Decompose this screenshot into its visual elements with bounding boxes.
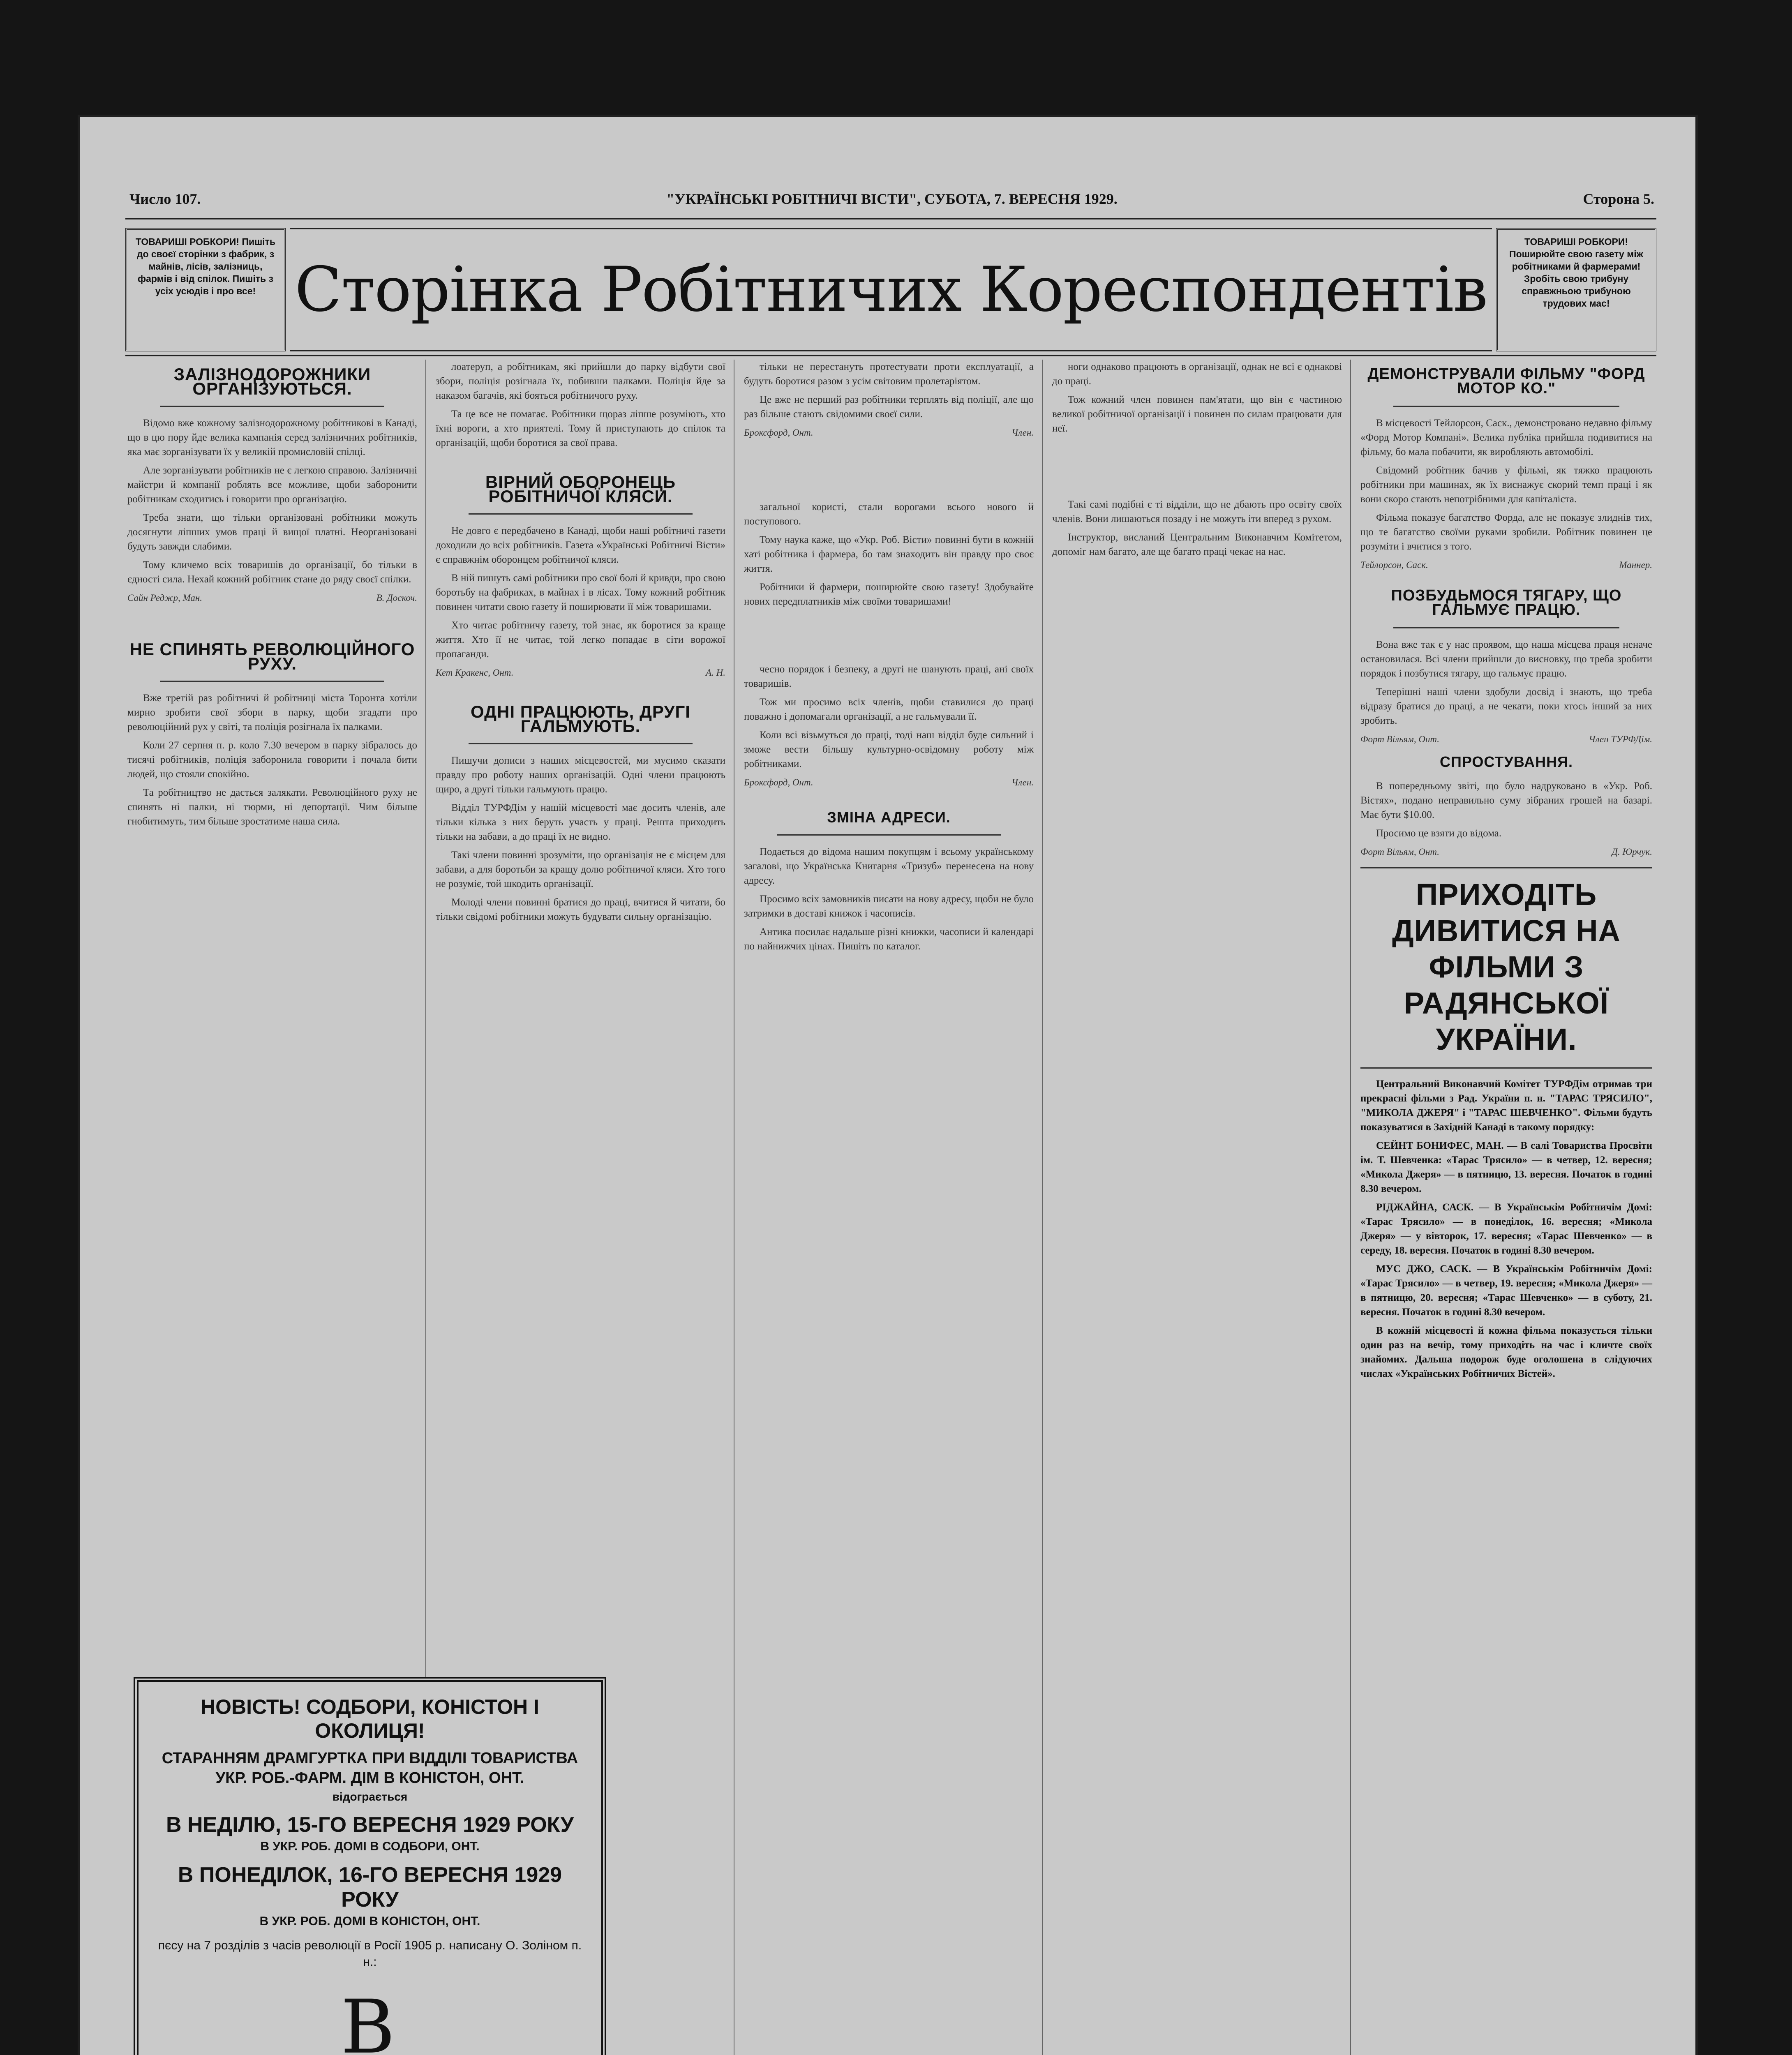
article-paragraph: Антика посилає надальше різні книжки, часописи й календарі по найнижчих цінах. Пишіть по каталог. [744, 926, 1034, 952]
ad-venue-2: В УКР. РОБ. ДОМІ В КОНІСТОН, ОНТ. [259, 1914, 480, 1928]
ad-play-description: пєсу на 7 розділів з часів революції в Росії 1905 р. написану О. Золіном п. н.: [158, 1939, 582, 1969]
film-announcement-headline: ПРИХОДІТЬ ДИВИТИСЯ НА ФІЛЬМИ З РАДЯНСЬКОЇ УКРАЇНИ. [1392, 877, 1621, 1056]
announcement-paragraph: СЕЙНТ БОНИФЕС, МАН. — В салі Товариства Просвіти ім. Т. Шевченка: «Тарас Трясило» — в четвер, 12. вересня; «Микола Джеря» — в пятницю, 13. вересня. Початок в годині 8.30 вечером. [1360, 1140, 1652, 1194]
ad-headline: НОВІСТЬ! СОДБОРИ, КОНІСТОН І ОКОЛИЦЯ! [201, 1695, 539, 1742]
article-paragraph: Свідомий робітник бачив у фільмі, як тяжко працюють робітники при машинах, як їх виснажує скорий темп праці і як вони скоро стають непотрібними для капіталіста. [1360, 465, 1652, 505]
column-divider [1350, 360, 1351, 2055]
headline-rule [1393, 627, 1619, 628]
article-signature [1360, 732, 1652, 746]
article-signature [1360, 558, 1652, 572]
headline-rule [160, 406, 384, 407]
announcement-paragraph: РІДЖАЙНА, САСК. — В Українськім Робітничім Домі: «Тарас Трясило» — в понеділок, 16. вересня; «Микола Джеря» — у вівторок, 17. вересня; «Тарас Шевченко» — в середу, 18. вересня. Початок в годині 8.30 вечером. [1360, 1202, 1652, 1256]
signature-place: Тейлорсон, Саск. [1360, 560, 1428, 570]
signature-place: Броксфорд, Онт. [744, 777, 813, 787]
article-paragraph: Хто читає робітничу газету, той знає, як боротися за краще життя. Хто її не читає, той легко попадає в сіти ворожої пропаганди. [436, 620, 725, 660]
column-1 [127, 360, 417, 833]
article-signature [744, 425, 1034, 440]
article-headline: СПРОСТУВАННЯ. [1440, 753, 1573, 770]
article-paragraph: Але зорганізувати робітників не є легкою справою. Залізничні майстри й компанії роблять все можливе, щоби заборонити робітникам сходитись і говорити про організацію. [127, 465, 417, 505]
issue-number: Число 107. [129, 191, 201, 207]
masthead-rule [125, 355, 1656, 356]
article-paragraph: Тож кожний член повинен пам'ятати, що він є частиною великої робітничої організації і повинен по силам працювати для неї. [1052, 394, 1342, 434]
article-paragraph: Вже третій раз робітничі й робітниці міста Торонта хотіли мирно зробити свої збори в парку, щоби згадати про революційний рух у світі, та поліція розігнала їх палками. [127, 693, 417, 732]
right-appeal-box: ТОВАРИШІ РОБКОРИ! Поширюйте свою газету між робітниками й фармерами! Зробіть свою трибуну справжньою трибуною трудових мас! [1496, 228, 1656, 351]
article-headline: ДЕМОНСТРУВАЛИ ФІЛЬМУ "ФОРД МОТОР КО." [1367, 365, 1645, 397]
article-paragraph: Вона вже так є у нас проявом, що наша місцева праця неначе остановилася. Всі члени прийшли до висновку, що треба зробити порядок і позбутися тягару, що гальмує працю. [1360, 639, 1652, 679]
headline-rule [777, 834, 1001, 836]
article-paragraph: В попередньому звіті, що було надруковано в «Укр. Роб. Вістях», подано неправильно суму зібраних грошей на базарі. Має бути $10.00. [1360, 780, 1652, 820]
signature-place: Сайн Реджр, Ман. [127, 593, 203, 603]
ad-date-2: В ПОНЕДІЛОК, 16-ГО ВЕРЕСНЯ 1929 РОКУ [178, 1863, 562, 1912]
headline-rule [1393, 406, 1619, 407]
signature-place: Форт Вільям, Онт. [1360, 847, 1440, 857]
top-rule [125, 218, 1656, 219]
column-3 [744, 360, 1034, 958]
article-paragraph: Робітники й фармери, поширюйте свою газету! Здобувайте нових передплатників між своїми товаришами! [744, 582, 1034, 607]
announcement-paragraph: В кожній місцевості й кожна фільма показується тільки один раз на вечір, тому приходіть на час і кличте своїх знайомих. Дальша подорож буде оголошена в слідуючих числах «Українських Робітничих Вістей». [1360, 1325, 1652, 1379]
ad-subline: відограється [332, 1790, 408, 1803]
article-paragraph: Молоді члени повинні братися до праці, вчитися й читати, бо тільки свідомі робітники можуть будувати сильну організацію. [436, 897, 725, 922]
signature-place: Броксфорд, Онт. [744, 427, 813, 438]
left-appeal-box: ТОВАРИШІ РОБКОРИ! Пишіть до своєї сторінки з фабрик, з майнів, лісів, залізниць, фармів і від спілок. Пишіть з усіх усюдів і про все! [125, 228, 286, 351]
article-paragraph: Коли 27 серпня п. р. коло 7.30 вечером в парку зібралось до тисячі робітників, поліція заборонила говорити і почала бити людей, що стояли спокійно. [127, 740, 417, 780]
announcement-paragraph: Центральний Виконавчий Комітет ТУРФДім отримав три прекрасні фільми з Рад. України п. н. "ТАРАС ТРЯСИЛО", "МИКОЛА ДЖЕРЯ" і "ТАРАС ШЕВЧЕНКО". Фільми будуть показуватися в Західній Канаді в такому порядку: [1360, 1078, 1652, 1133]
article-paragraph: Просимо всіх замовників писати на нову адресу, щоби не було затримки в доставі книжок і часописів. [744, 894, 1034, 919]
masthead [125, 228, 1656, 351]
article-paragraph: Не довго є передбачено в Канаді, щоби наші робітничі газети доходили до всіх робітників. Газета «Українські Робітничі Вісти» є справжнім оборонцем робітничої кляси. [436, 525, 725, 565]
signature-name: А. Н. [706, 667, 725, 678]
article-headline: НЕ СПИНЯТЬ РЕВОЛЮЦІЙНОГО РУХУ. [129, 640, 415, 673]
section-rule [1360, 1067, 1652, 1069]
article-paragraph: Пишучи дописи з наших місцевостей, ми мусимо сказати правду про роботу наших організацій. Одні члени працюють щиро, а другі тільки гальмують працю. [436, 755, 725, 795]
article-paragraph: Інструктор, висланий Центральним Виконавчим Комітетом, допоміг нам багато, але ще багато праці чекає на нас. [1052, 532, 1342, 557]
article-headline: ОДНІ ПРАЦЮЮТЬ, ДРУГІ ГАЛЬМУЮТЬ. [471, 702, 690, 736]
page-number: Сторона 5. [1583, 191, 1654, 207]
announcement-paragraph: МУС ДЖО, САСК. — В Українськім Робітничім Домі: «Тарас Трясило» — в четвер, 19. вересня; «Микола Джеря» — в пятницю, 20. вересня; «Тарас Шевченко» — в суботу, 21. вересня. Початок в годині 8.30 вечером. [1360, 1263, 1652, 1318]
article-paragraph: Відомо вже кожному залізнодорожному робітникові в Канаді, що в цю пору йде велика кампанія серед залізничних робітників, яка має зорганізувати їх у великій промисловій спілці. [127, 418, 417, 457]
section-rule [1360, 867, 1652, 868]
article-paragraph: загальної користі, стали ворогами всього нового й поступового. [744, 501, 1034, 527]
article-paragraph: В ній пишуть самі робітники про свої болі й кривди, про свою боротьбу на фабриках, в майнах і в лісах. Тому кожний робітник повинен читати свою газету й поширювати її між товаришами. [436, 573, 725, 612]
newspaper-page [80, 117, 1695, 2055]
article-signature [744, 775, 1034, 790]
article-paragraph: Фільма показує багатство Форда, але не показує злиднів тих, що те багатство своїми руками зробили. Робітник повинен це розуміти і вчитися з того. [1360, 512, 1652, 552]
article-paragraph: Такі члени повинні зрозуміти, що організація не є місцем для забави, а для боротьби за кращу долю робітничої кляси. Хто того не розуміє, той шкодить організації. [436, 850, 725, 889]
article-headline: ЗМІНА АДРЕСИ. [827, 809, 951, 826]
article-paragraph: лоатеруп, а робітникам, які прийшли до парку відбути свої збори, поліція розігнала їх, побивши палками. Поліція йде за наказом багачів, які бояться робітничого руху. [436, 361, 725, 401]
ad-venue-1: В УКР. РОБ. ДОМІ В СОДБОРИ, ОНТ. [260, 1840, 480, 1853]
article-paragraph: Теперішні наші члени здобули досвід і знають, що треба відразу братися до праці, а не чекати, поки хтось інший за них зробить. [1360, 686, 1652, 726]
headline-rule [160, 681, 384, 682]
signature-name: В. Доскоч. [376, 593, 417, 603]
article-paragraph: Тому кличемо всіх товаришів до організації, бо тільки в єдності сила. Нехай кожний робітник стане до ряду своєї спілки. [127, 559, 417, 585]
folio-line [129, 190, 1654, 215]
play-title: В [340, 1984, 400, 2055]
article-paragraph: Подається до відома нашим покупцям і всьому українському загалові, що Українська Книгарня «Тризуб» перенесена на нову адресу. [744, 846, 1034, 886]
article-paragraph: В місцевості Тейлорсон, Саск., демонстровано недавно фільму «Форд Мотор Компані». Велика публіка прийшла подивитися на фільму, бо мала побачити, як виробляють автомобілі. [1360, 418, 1652, 457]
ad-date-1: В НЕДІЛЮ, 15-ГО ВЕРЕСНЯ 1929 РОКУ [166, 1813, 574, 1837]
signature-name: Член ТУРФДім. [1589, 734, 1652, 744]
article-paragraph: Відділ ТУРФДім у нашій місцевості має досить членів, але тільки кілька з них беруть участь у праці. Решта приходить тільки на забави, а до праці їх не видно. [436, 802, 725, 842]
article-paragraph: чесно порядок і безпеку, а другі не шанують праці, ані своїх товаришів. [744, 664, 1034, 689]
headline-rule [469, 743, 693, 744]
article-headline: ЗАЛІЗНОДОРОЖНИКИ ОРГАНІЗУЮТЬСЯ. [173, 365, 371, 398]
signature-name: Д. Юрчук. [1612, 847, 1652, 857]
article-headline: ВІРНИЙ ОБОРОНЕЦЬ РОБІТНИЧОЇ КЛЯСИ. [485, 472, 676, 506]
article-paragraph: ноги однаково працюють в організації, однак не всі є однакові до праці. [1052, 361, 1342, 387]
article-paragraph: Та робітництво не дасться залякати. Революційного руху не спинять ні палки, ні тюрми, ні депортації. Чим більше гнобитимуть, тим більше зростатиме наша сила. [127, 787, 417, 827]
signature-place: Кет Кракенс, Онт. [436, 667, 514, 678]
section-title: Сторінка Робітничих Кореспондентів [290, 228, 1492, 351]
article-signature [127, 591, 417, 605]
play-announcement [134, 1677, 606, 2055]
signature-name: Маннер. [1619, 560, 1652, 570]
article-paragraph: Тож ми просимо всіх членів, щоби ставилися до праці поважно і допомагали організації, а не гальмували її. [744, 697, 1034, 722]
article-paragraph: Такі самі подібні є ті відділи, що не дбають про освіту своїх членів. Вони лишаються позаду і не можуть іти вперед з рухом. [1052, 499, 1342, 524]
column-divider [1042, 360, 1043, 2055]
newspaper-dateline: "УКРАЇНСЬКІ РОБІТНИЧІ ВІСТИ", СУБОТА, 7. ВЕРЕСНЯ 1929. [666, 191, 1118, 207]
article-paragraph: Тому наука каже, що «Укр. Роб. Вісти» повинні бути в кожній хаті робітника і фармера, бо там знаходить він правду про своє життя. [744, 534, 1034, 574]
column-2 [436, 360, 725, 928]
article-signature [1360, 845, 1652, 859]
article-paragraph: Коли всі візьмуться до праці, тоді наш відділ буде сильний і зможе вести більшу культурно-освідомну роботу між робітниками. [744, 730, 1034, 769]
article-paragraph: Та це все не помагає. Робітники щораз ліпше розуміють, хто їхні вороги, а хто приятелі. Тому й приступають до спілок та організацій, щоби боротися за свої права. [436, 409, 725, 448]
article-paragraph: тільки не перестануть протестувати проти експлуатації, а будуть боротися разом з усім світовим пролетаріятом. [744, 361, 1034, 387]
article-paragraph: Треба знати, що тільки організовані робітники можуть досягнути ліпших умов праці й вищої платні. Неорганізовані будуть завжди слабими. [127, 512, 417, 552]
signature-place: Форт Вільям, Онт. [1360, 734, 1440, 744]
article-signature [436, 665, 725, 680]
column-4 [1052, 360, 1342, 563]
headline-rule [469, 513, 693, 515]
signature-name: Член. [1011, 427, 1034, 438]
signature-name: Член. [1011, 777, 1034, 787]
article-paragraph: Це вже не перший раз робітники терплять від поліції, але що раз більше стають свідомими своєї сили. [744, 394, 1034, 420]
ad-organizer: СТАРАННЯМ ДРАМГУРТКА ПРИ ВІДДІЛІ ТОВАРИСТВА УКР. РОБ.-ФАРМ. ДІМ В КОНІСТОН, ОНТ. [162, 1750, 578, 1787]
column-5 [1360, 360, 1652, 1385]
article-headline: ПОЗБУДЬМОСЯ ТЯГАРУ, ЩО ГАЛЬМУЄ ПРАЦЮ. [1391, 587, 1622, 619]
article-paragraph: Просимо це взяти до відома. [1376, 828, 1502, 839]
